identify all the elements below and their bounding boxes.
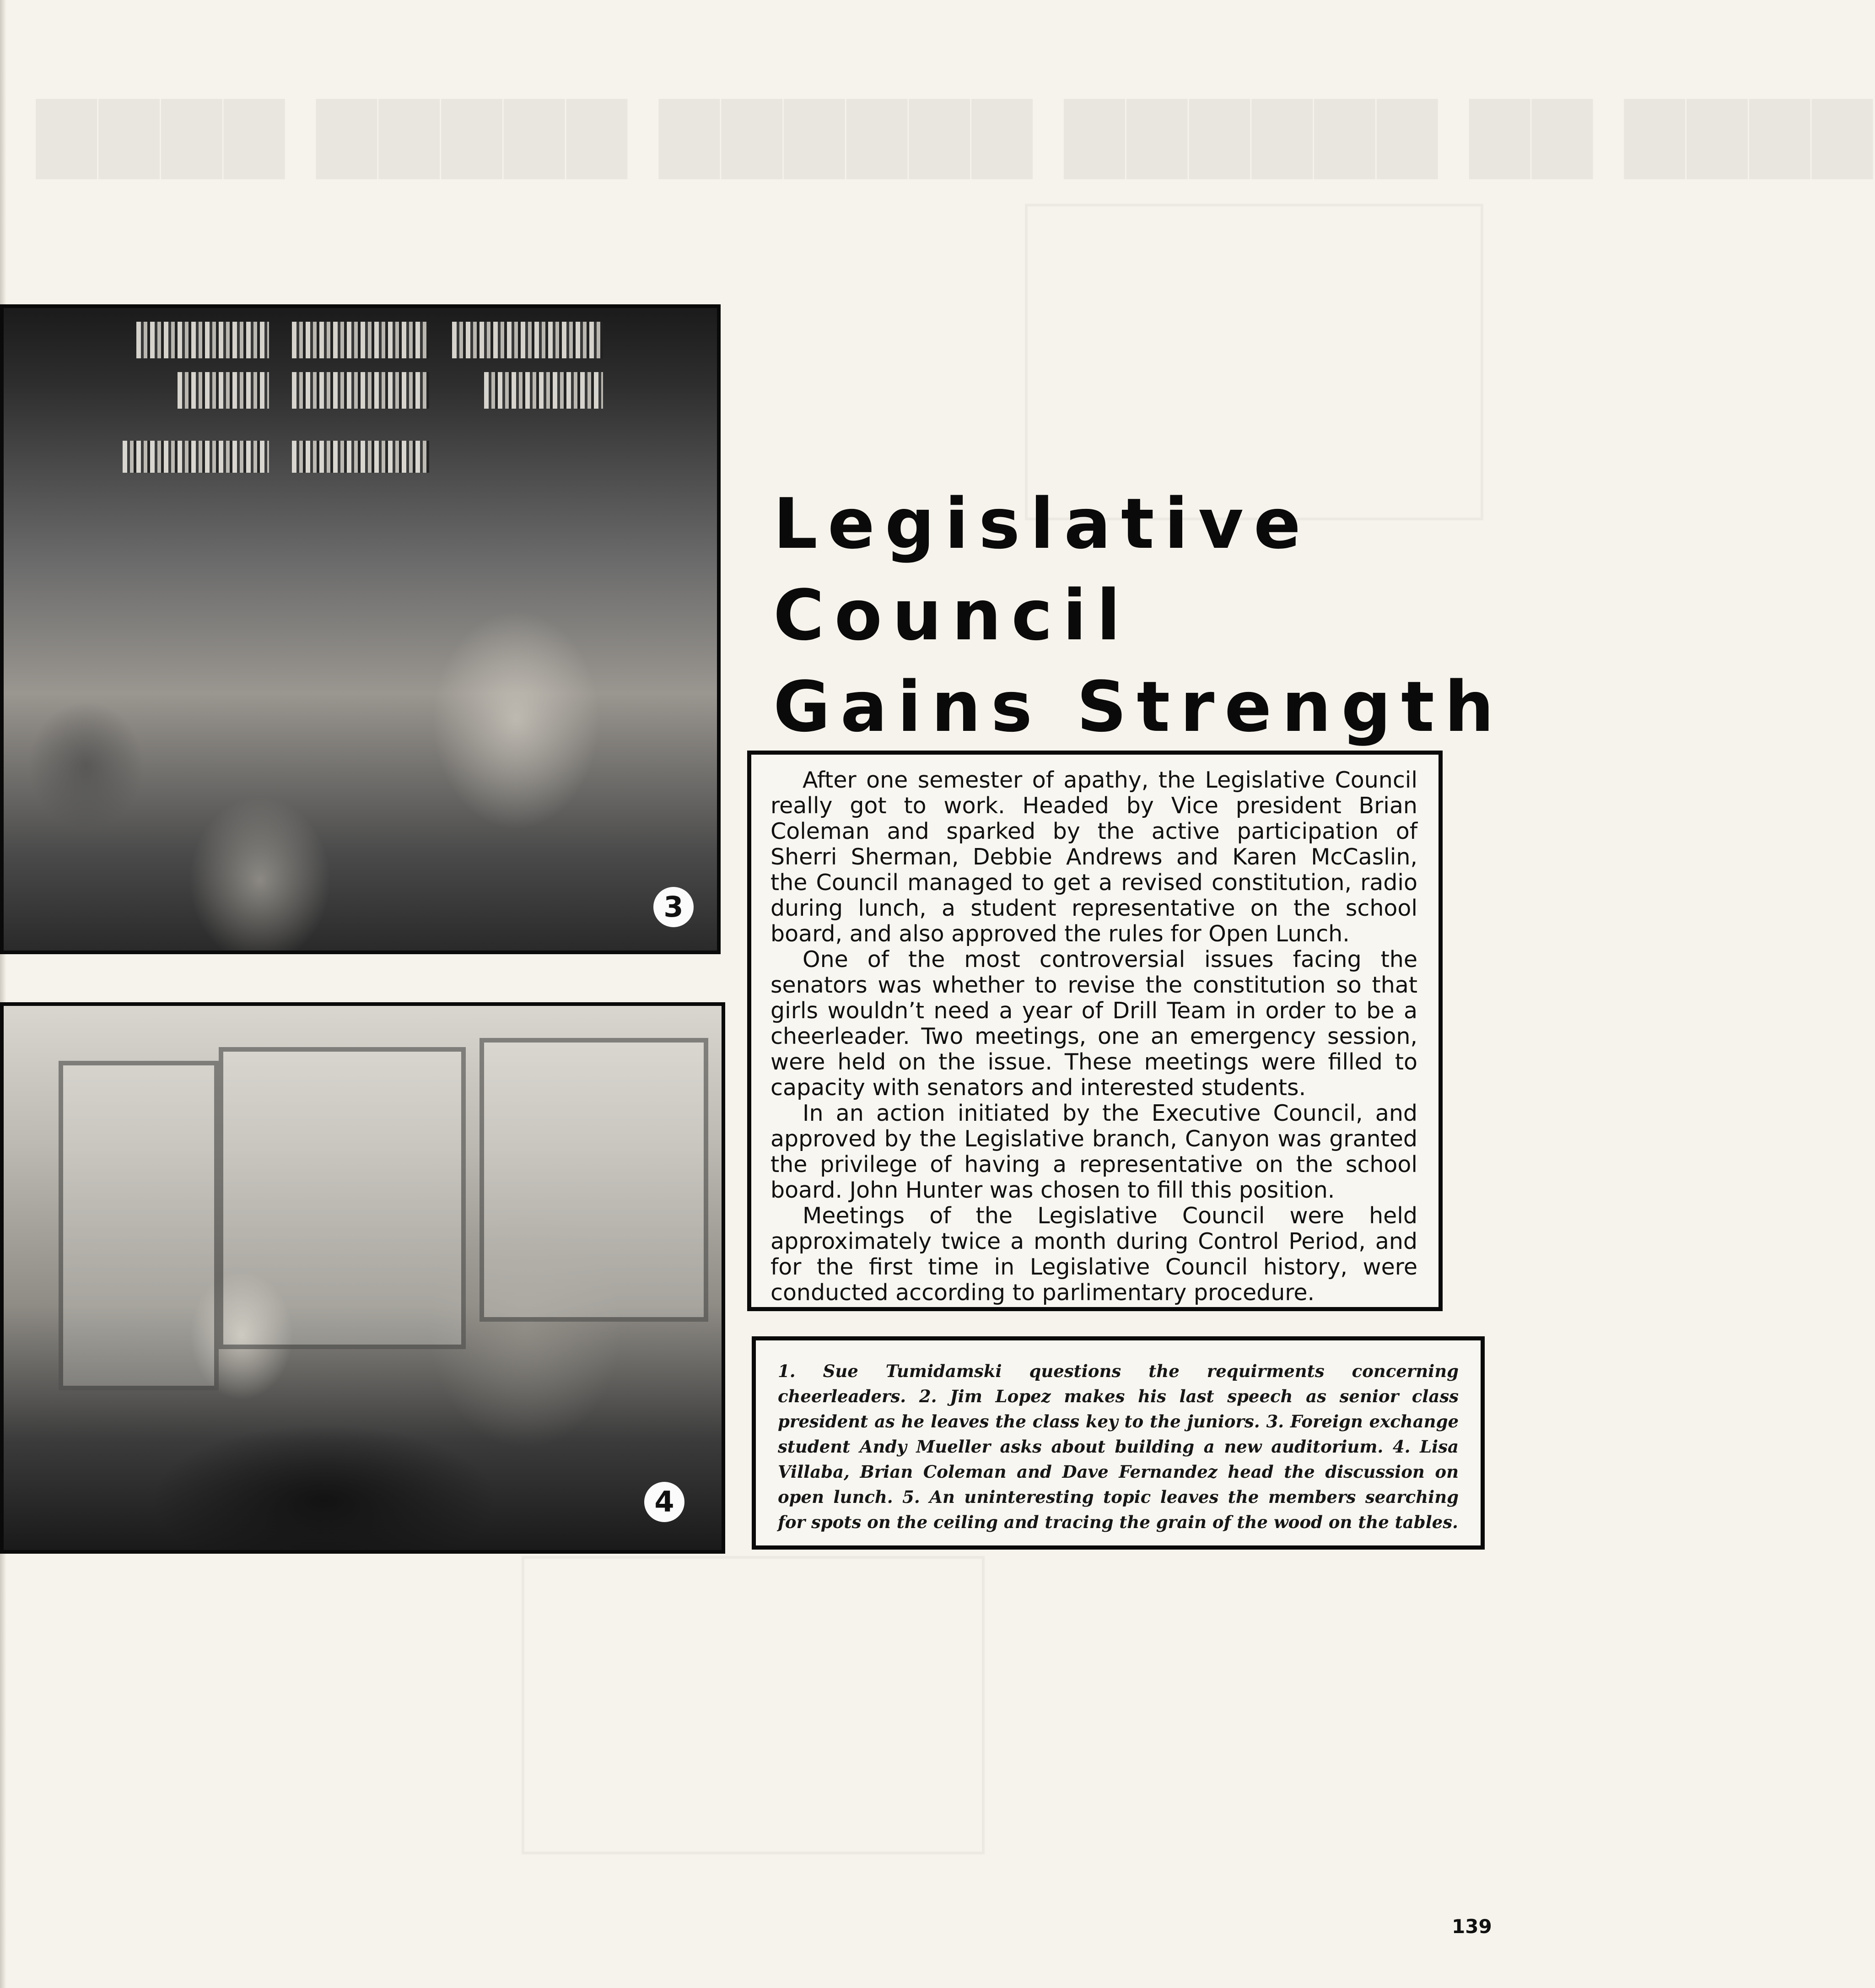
headline [773, 478, 1504, 753]
bookshelf [292, 372, 429, 409]
bookshelf [292, 322, 429, 358]
caption-box [752, 1336, 1485, 1550]
page-binding-edge [0, 0, 6, 1988]
headline-line: Gains Strength [773, 666, 1504, 747]
photo-4 [0, 1002, 725, 1554]
window-frame [480, 1038, 708, 1322]
story-box [747, 751, 1443, 1311]
photo-number-badge: 3 [653, 887, 694, 927]
window-frame [59, 1061, 219, 1390]
window-frame [219, 1047, 466, 1349]
headline-line: Council [773, 575, 1131, 656]
bookshelf [136, 322, 269, 358]
story-paragraph: After one semester of apathy, the Legislative Council really got to work. Headed by Vice president Brian Coleman and sparked by the active participation of Sherri Sherman, Debbie Andrews and Karen McCaslin, the Council managed to get a revised constitution, radio during lunch, a student representative on the school board, and also approved the rules for Open Lunch. [770, 767, 1417, 947]
reverse-page-bleed-box [522, 1556, 985, 1854]
page-number: 139 [1452, 1915, 1492, 1938]
bookshelf [178, 372, 269, 409]
story-paragraph: In an action initiated by the Executive Council, and approved by the Legislative branch, Canyon was granted the privilege of having a representative on the school board. John Hunter was chosen to fill this position. [770, 1100, 1417, 1203]
reverse-page-bleed-through: ▇▇▇▇ ▇▇▇▇▇ ▇▇▇▇▇▇ ▇▇▇▇▇▇ ▇▇ ▇▇▇▇ [37, 87, 1875, 178]
photo-3 [0, 304, 721, 954]
story-paragraph: Meetings of the Legislative Council were held approximately twice a month during Control Period, and for the first time in Legislative Council history, were conducted according to parlimentary procedure. [770, 1203, 1417, 1306]
reverse-page-bleed-box [1025, 204, 1483, 520]
headline-line: Legislative [773, 483, 1311, 564]
bookshelf [292, 441, 429, 473]
photo-captions: 1. Sue Tumidamski questions the requirments concerning cheerleaders. 2. Jim Lopez makes his last speech as senior class president as he leaves the class key to the juniors. 3. Foreign exchange student Andy Mueller asks about building a new auditorium. 4. Lisa Villaba, Brian Coleman and Dave Fernandez head the discussion on open lunch. 5. An uninteresting topic leaves the members searching for spots on the ceiling and tracing the grain of the wood on the tables. [778, 1361, 1459, 1532]
bookshelf [452, 322, 603, 358]
bookshelf [484, 372, 603, 409]
bookshelf [123, 441, 269, 473]
photo-number-badge: 4 [644, 1482, 684, 1522]
story-paragraph: One of the most controversial issues facing the senators was whether to revise the constitution so that girls wouldn’t need a year of Drill Team in order to be a cheerleader. Two meetings, one an emergency session, were held on the issue. These meetings were filled to capacity with senators and interested students. [770, 946, 1417, 1101]
